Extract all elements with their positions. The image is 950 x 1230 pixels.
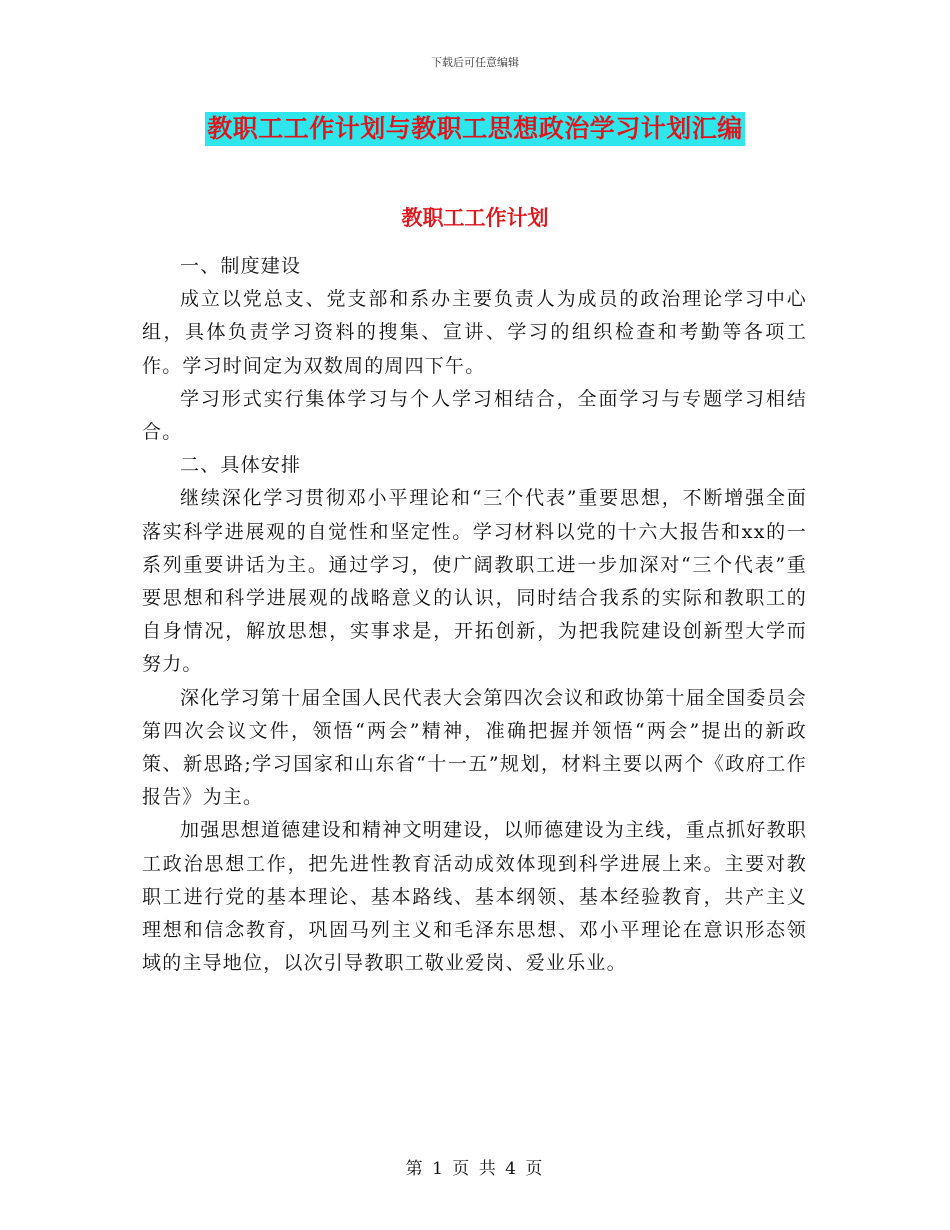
section-title: 教职工工作计划: [401, 206, 549, 230]
body-paragraph: 学习形式实行集体学习与个人学习相结合，全面学习与专题学习相结合。: [142, 387, 807, 444]
body-paragraph: 继续深化学习贯彻邓小平理论和“三个代表”重要思想，不断增强全面落实科学进展观的自觉性和坚定性。学习材料以党的十六大报告和xx的一系列重要讲话为主。通过学习，使广阔教职工进一步加深对“三个代表”重要思想和科学进展观的战略意义的认识，同时结合我系的实际和教职工的自身情况，解放思想，实事求是，开拓创新，为把我院建设创新型大学而努力。: [142, 487, 807, 676]
header-note: 下载后可任意编辑: [431, 56, 519, 69]
main-title-container: [0, 112, 950, 146]
document-body: [142, 250, 807, 980]
body-paragraph: 成立以党总支、党支部和系办主要负责人为成员的政治理论学习中心组，具体负责学习资料的搜集、宣讲、学习的组织检查和考勤等各项工作。学习时间定为双数周的周四下午。: [142, 288, 807, 377]
main-title: 教职工工作计划与教职工思想政治学习计划汇编: [205, 112, 745, 146]
body-paragraph: 加强思想道德建设和精神文明建设，以师德建设为主线，重点抓好教职工政治思想工作，把先进性教育活动成效体现到科学进展上来。主要对教职工进行党的基本理论、基本路线、基本纲领、基本经验教育，共产主义理想和信念教育，巩固马列主义和毛泽东思想、邓小平理论在意识形态领域的主导地位，以次引导教职工敬业爱岗、爱业乐业。: [142, 819, 807, 975]
heading-system-construction: 一、制度建设: [180, 255, 302, 277]
page-footer: 第 1 页 共 4 页: [405, 1159, 545, 1179]
heading-specific-arrangements: 二、具体安排: [180, 454, 302, 477]
body-paragraph: 深化学习第十届全国人民代表大会第四次会议和政协第十届全国委员会第四次会议文件，领悟“两会”精神，准确把握并领悟“两会”提出的新政策、新思路;学习国家和山东省“十一五”规划，材料主要以两个《政府工作报告》为主。: [142, 686, 807, 809]
